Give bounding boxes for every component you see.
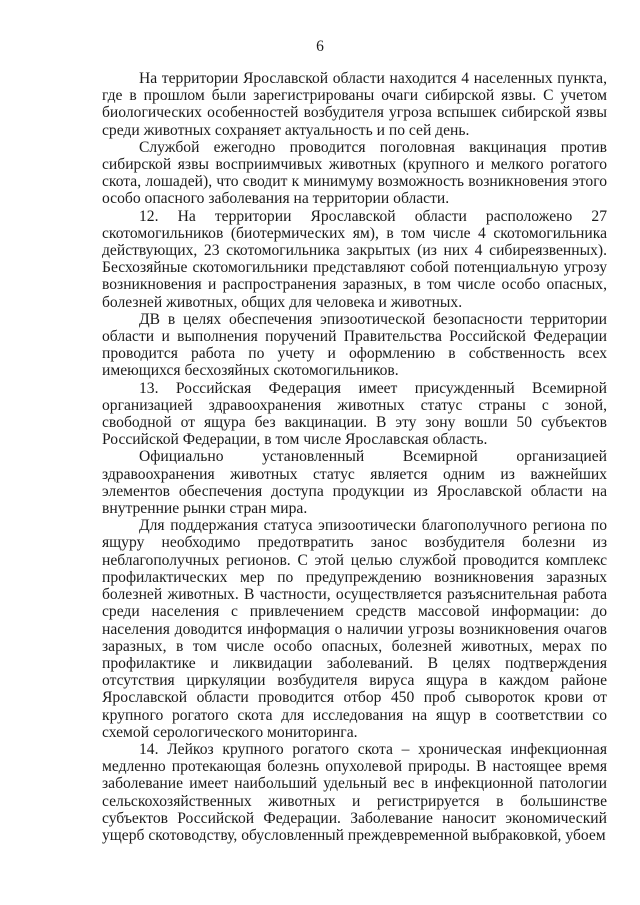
- page-number: 6: [316, 38, 324, 55]
- paragraph-bovine-leukosis: 14. Лейкоз крупного рогатого скота – хроническая инфекционная медленно протекающая болезнь опухолевой природы. В настоящее время заболевание имеет наибольший удельный вес в инфекционной патологии сельскохозяйственных животных и регистрируется в большинстве субъектов Российской Федерации. Заболевание наносит экономический ущерб скотоводству, обусловленный преждевременной выбраковкой, убоем: [102, 740, 607, 844]
- paragraph-cattle-burial-grounds: 12. На территории Ярославской области расположено 27 скотомогильников (биотермических ям), в том числе 4 скотомогильника действующих, 23 скотомогильника закрытых (из них 4 сибиреязвенных). Бесхозяйные скотомогильники представляют собой потенциальную угрозу возникновения и распространения заразных, в том числе особо опасных, болезней животных, общих для человека и животных.: [102, 207, 607, 311]
- document-body: [102, 70, 607, 844]
- paragraph-fmd-free-status: 13. Российская Федерация имеет присужденный Всемирной организацией здравоохранения животных статус страны с зоной, свободной от ящура без вакцинации. В эту зону вошли 50 субъектов Российской Федерации, в том числе Ярославская область.: [102, 379, 607, 449]
- paragraph-ownerless-burial-grounds: ДВ в целях обеспечения эпизоотической безопасности территории области и выполнения поручений Правительства Российской Федерации проводится работа по учету и оформлению в собственность всех имеющихся бесхозяйных скотомогильников.: [102, 310, 607, 380]
- paragraph-who-status-importance: Официально установленный Всемирной организацией здравоохранения животных статус является одним из важнейших элементов обеспечения доступа продукции из Ярославской области на внутренние рынки стран мира.: [102, 448, 607, 518]
- paragraph-anthrax-foci: На территории Ярославской области находится 4 населенных пункта, где в прошлом были зарегистрированы очаги сибирской язвы. С учетом биологических особенностей возбудителя угроза вспышек сибирской язвы среди животных сохраняет актуальность и по сей день.: [102, 70, 607, 139]
- paragraph-anthrax-vaccination: Службой ежегодно проводится поголовная вакцинация против сибирской язвы восприимчивых животных (крупного и мелкого рогатого скота, лошадей), что сводит к минимуму возможность возникновения этого особо опасного заболевания на территории области.: [102, 138, 607, 208]
- paragraph-fmd-prevention-measures: Для поддержания статуса эпизоотически благополучного региона по ящуру необходимо предотвратить занос возбудителя болезни из неблагополучных регионов. С этой целью службой проводится комплекс профилактических мер по предупреждению возникновения заразных болезней животных. В частности, осуществляется разъяснительная работа среди населения с привлечением средств массовой информации: до населения доводится информация о наличии угрозы возникновения очагов заразных, в том числе особо опасных, болезней животных, мерах по профилактике и ликвидации заболеваний. В целях подтверждения отсутствия циркуляции возбудителя вируса ящура в каждом районе Ярославской области проводится отбор 450 проб сывороток крови от крупного рогатого скота для исследования на ящур в соответствии со схемой серологического мониторинга.: [102, 517, 607, 741]
